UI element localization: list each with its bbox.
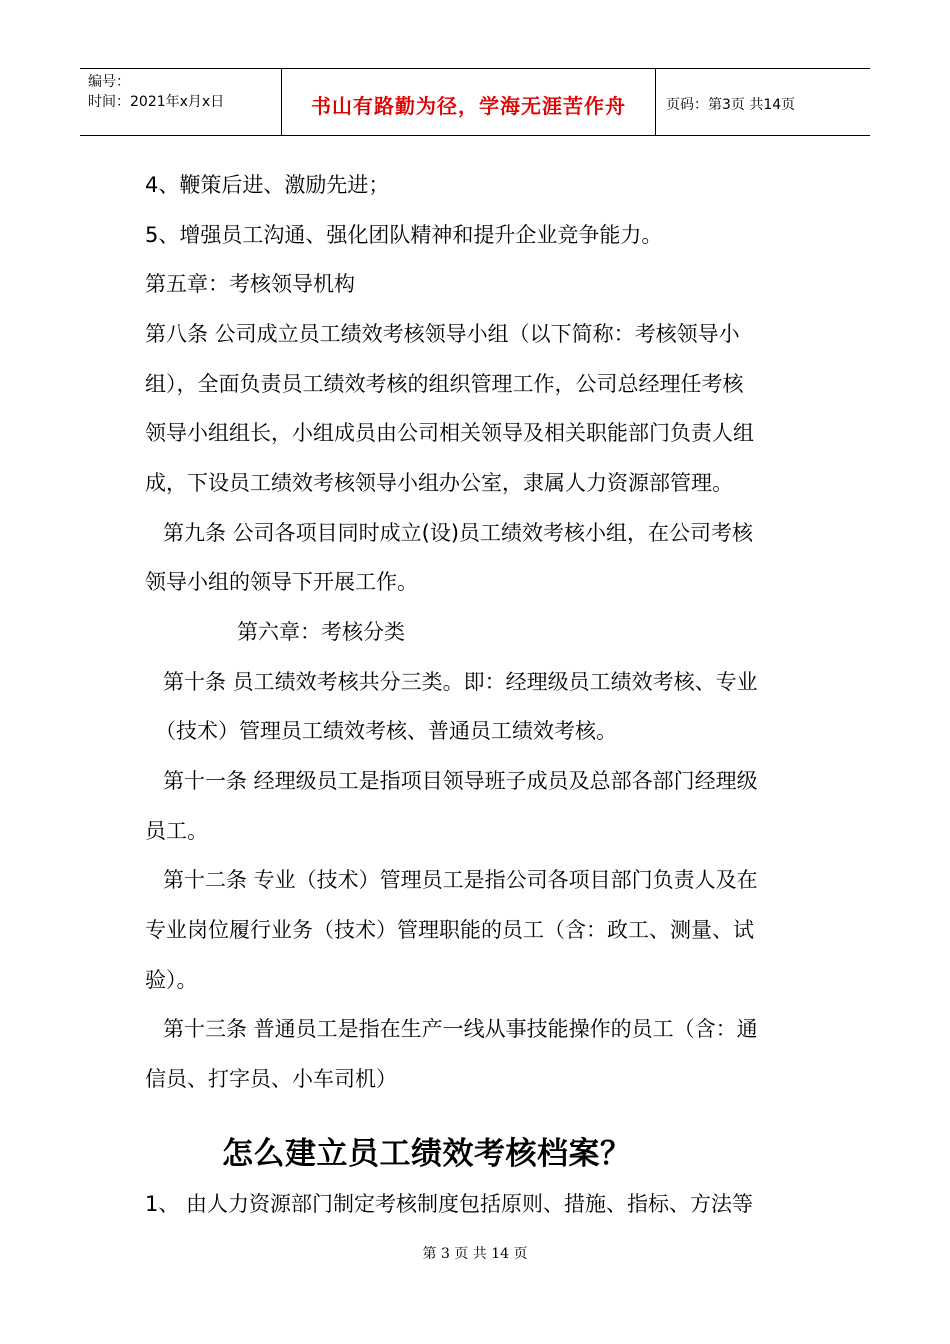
paragraph-line: （技术）管理员工绩效考核、普通员工绩效考核。 [155, 719, 617, 743]
paragraph-line: 第八条 公司成立员工绩效考核领导小组（以下简称：考核领导小 [145, 322, 740, 346]
paragraph-line: 专业岗位履行业务（技术）管理职能的员工（含：政工、测量、试 [145, 918, 754, 942]
paragraph-line: 第十三条 普通员工是指在生产一线从事技能操作的员工（含：通 [163, 1017, 758, 1041]
header-page-info: 页码：第3页 共14页 [666, 97, 796, 113]
paragraph-line: 成，下设员工绩效考核领导小组办公室，隶属人力资源部管理。 [145, 471, 733, 495]
page-footer: 第 3 页 共 14 页 [422, 1246, 528, 1262]
chapter-heading: 第六章：考核分类 [237, 620, 405, 644]
header-number-label: 编号： [88, 74, 130, 90]
chapter-heading: 第五章：考核领导机构 [145, 272, 355, 296]
paragraph-line: 第九条 公司各项目同时成立(设)员工绩效考核小组，在公司考核 [163, 521, 754, 545]
paragraph-line: 5、增强员工沟通、强化团队精神和提升企业竞争能力。 [145, 223, 663, 247]
paragraph-line: 员工。 [145, 819, 208, 843]
paragraph-line: 组），全面负责员工绩效考核的组织管理工作，公司总经理任考核 [145, 372, 744, 396]
paragraph-line: 4、鞭策后进、激励先进； [145, 173, 390, 197]
paragraph-line: 信员、打字员、小车司机） [145, 1067, 397, 1091]
paragraph-line: 验）。 [145, 968, 198, 992]
list-item: 1、 由人力资源部门制定考核制度包括原则、措施、指标、方法等 [145, 1192, 754, 1216]
paragraph-line: 领导小组的领导下开展工作。 [145, 570, 418, 594]
paragraph-line: 第十条 员工绩效考核共分三类。即：经理级员工绩效考核、专业 [163, 670, 758, 694]
paragraph-line: 第十一条 经理级员工是指项目领导班子成员及总部各部门经理级 [163, 769, 758, 793]
paragraph-line: 第十二条 专业（技术）管理员工是指公司各项目部门负责人及在 [163, 868, 758, 892]
paragraph-line: 领导小组组长，小组成员由公司相关领导及相关职能部门负责人组 [145, 421, 754, 445]
header-date-label: 时间：2021年x月x日 [88, 94, 225, 110]
header-meta [80, 69, 282, 135]
section-title: 怎么建立员工绩效考核档案？ [222, 1136, 632, 1172]
header-motto: 书山有路勤为径，学海无涯苦作舟 [282, 69, 656, 135]
page-header [80, 68, 870, 136]
